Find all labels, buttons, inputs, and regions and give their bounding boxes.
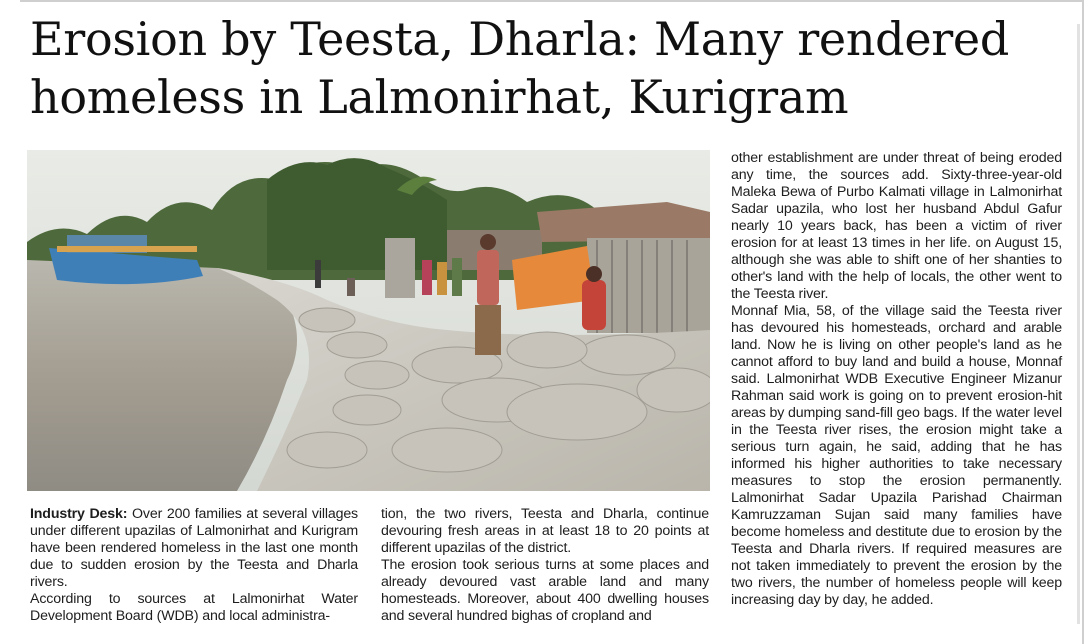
- byline: Industry Desk:: [30, 506, 128, 522]
- headline: [30, 10, 1070, 126]
- right-rule: [1082, 0, 1084, 644]
- top-rule: [20, 0, 1084, 2]
- scrollbar[interactable]: [1077, 24, 1080, 624]
- river-erosion-photo-icon: [27, 150, 710, 491]
- paragraph: The erosion took serious turns at some places and already devoured vast arable land and many homesteads. Moreover, about 400 dwelling houses and several hundred bighas of cropland and: [381, 557, 709, 624]
- paragraph: Monnaf Mia, 58, of the village said the Teesta river has devoured his homesteads, orchard and arable land. Now he is living on other people's land as he cannot afford to buy land and build a house, Monnaf said. Lalmonirhat WDB Executive Engineer Mizanur Rahman said work is going on to prevent erosion-hit areas by dumping sand-fill geo bags. If the water level in the Teesta river rises, the erosion might take a serious turn again, he said, adding that he has informed his higher authorities to take necessary measures to stop the erosion permanently. Lalmonirhat Sadar Upazila Parishad Chairman Kamruzzaman Sujan said many families have become homeless and destitute due to erosion by the Teesta and Dharla rivers. If required measures are not taken immediately to prevent the erosion by the two rivers, the number of homeless people will keep increasing day by day, he added.: [731, 303, 1062, 608]
- article-column-1: [30, 506, 358, 625]
- paragraph: tion, the two rivers, Teesta and Dharla, continue devouring fresh areas in at least 18 to 20 points at different upazilas of the district.: [381, 506, 709, 556]
- headline-line-2: homeless in Lalmonirhat, Kurigram: [30, 70, 849, 124]
- paragraph-text: Over 200 families at several villages under different upazilas of Lalmonirhat and Kurigram have been rendered homeless in the last one month due to sudden erosion by the Teesta and Dharla rivers.: [30, 506, 358, 590]
- news-photo: [27, 150, 710, 491]
- article-column-3: [731, 150, 1062, 609]
- paragraph: According to sources at Lalmonirhat Water Development Board (WDB) and local administra-: [30, 591, 358, 624]
- headline-line-1: Erosion by Teesta, Dharla: Many rendered: [30, 12, 1009, 66]
- article-column-2: [381, 506, 709, 625]
- paragraph: other establishment are under threat of being eroded any time, the sources add. Sixty-three-year-old Maleka Bewa of Purbo Kalmati village in Lalmonirhat Sadar upazila, who lost her husband Abdul Gafur nearly 10 years back, has been a victim of river erosion for at least 13 times in her life. on August 15, although she was able to shift one of her shanties to other's land with the help of locals, the other went to the Teesta river.: [731, 150, 1062, 302]
- paragraph: [30, 506, 358, 591]
